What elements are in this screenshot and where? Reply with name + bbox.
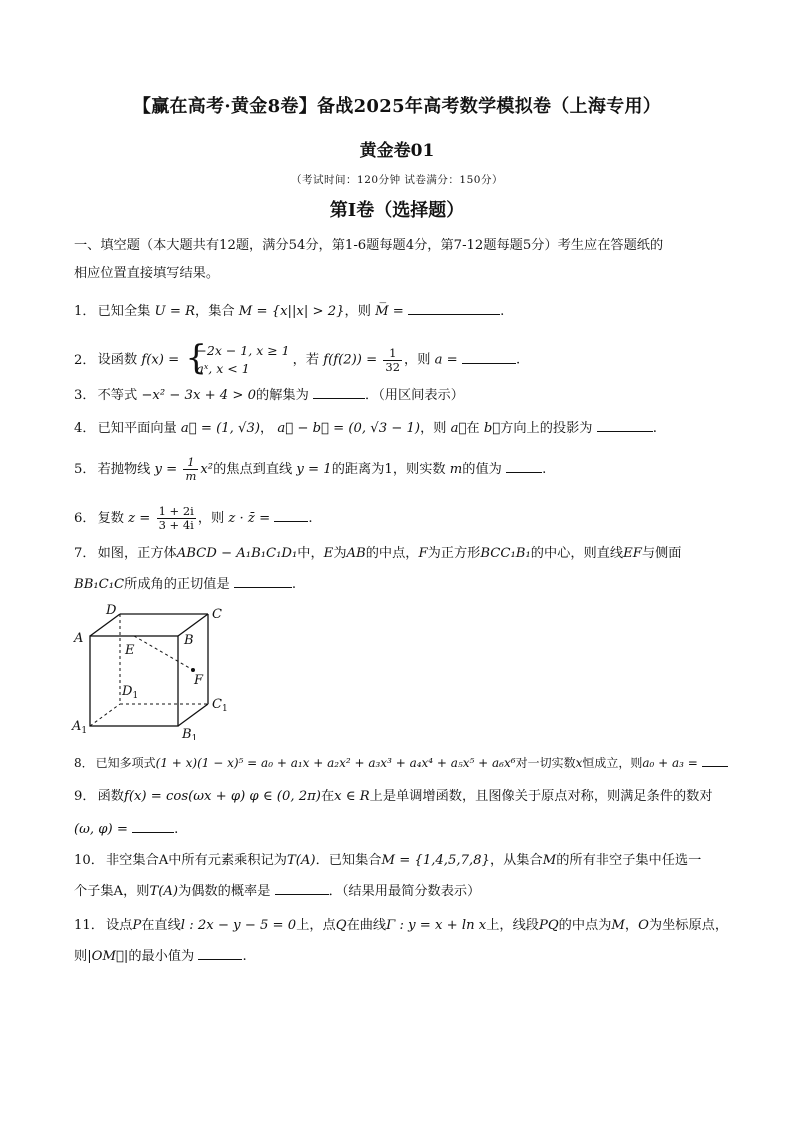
question-11 (74, 915, 734, 937)
q-math: Γ : y = x + ln x (386, 918, 487, 933)
q-text: 上，线段 (486, 918, 539, 933)
q-text: 方向上的投影为 (500, 421, 593, 436)
fraction-denominator: 3 + 4i (158, 518, 194, 532)
question-9 (74, 786, 734, 808)
q-math: T(A) (149, 884, 179, 899)
q-text: 的中心，则直线 (530, 546, 624, 561)
q-text: . (308, 511, 313, 526)
label-C1 (212, 697, 228, 714)
q-text: 上是单调增函数，且图像关于原点对称，则满足条件的数对 (369, 789, 713, 804)
answer-blank[interactable] (234, 573, 292, 588)
q-text: 为坐标原点， (648, 918, 729, 933)
q-math: x ∈ R (334, 789, 370, 804)
q-text: ， (259, 421, 274, 436)
q-math: M̅ = (375, 304, 404, 319)
q-text: 个子集A，则 (74, 884, 150, 899)
paper-subtitle: 黄金卷01 (359, 141, 435, 161)
question-1 (74, 300, 734, 323)
question-number: 10． (74, 853, 104, 868)
question-number: 9． (74, 789, 96, 804)
question-8 (74, 752, 734, 774)
q-math: BCC₁B₁ (480, 546, 531, 561)
q-text: 为 (333, 546, 347, 561)
question-7 (74, 543, 734, 565)
q-math: z · z̄ = (228, 511, 271, 526)
label-B: B (184, 633, 194, 648)
q-math: (ω, φ) = (74, 822, 128, 837)
q-math: EF (623, 546, 642, 561)
q-math: T(A) (286, 853, 316, 868)
part-heading: 第I卷（选择题） (329, 200, 465, 221)
label-E: E (125, 643, 135, 658)
question-number: 11． (74, 918, 104, 933)
q-text: 不等式 (97, 388, 138, 403)
q-text: . (500, 304, 505, 319)
answer-blank[interactable] (462, 349, 516, 364)
q-text: 的焦点到直线 (213, 462, 293, 477)
label-A1 (71, 719, 87, 736)
q-text: 已知多项式 (95, 756, 156, 770)
q-math: O (638, 918, 649, 933)
q-text: 上，点 (296, 918, 336, 933)
q-text: . (652, 421, 657, 436)
label-C: C (212, 607, 222, 622)
q-text: 函数 (97, 789, 124, 804)
answer-blank[interactable] (408, 300, 500, 315)
answer-blank[interactable] (275, 880, 329, 895)
q-text: ．（结果用最简分数表示） (328, 884, 481, 899)
q-text: 非空集合A中所有元素乘积记为 (105, 853, 287, 868)
label-D: D (106, 603, 117, 618)
q-math: a₀ + a₃ = (642, 756, 698, 770)
q-text: 为偶数的概率是 (178, 884, 271, 899)
question-number: 1． (74, 304, 96, 319)
fraction-numerator: 1 + 2i (158, 504, 194, 518)
label-C1-sub: 1 (221, 704, 228, 714)
q-math: M (542, 853, 557, 868)
q-text: ．已知集合 (315, 853, 382, 868)
q-text: 的距离为1，则实数 (331, 462, 446, 477)
label-D1-letter: D (122, 684, 133, 699)
fraction-numerator: 1 (183, 456, 198, 470)
question-number: 3． (74, 388, 96, 403)
q-math: b⃗ (483, 421, 501, 436)
q-text: 复数 (97, 511, 124, 526)
q-text: ，从集合 (489, 853, 543, 868)
edge-B1C1 (178, 704, 208, 726)
label-F: F (194, 673, 204, 688)
fraction-denominator: m (185, 469, 197, 483)
q-text: 与侧面 (641, 546, 682, 561)
section-line-2: 相应位置直接填写结果。 (74, 266, 220, 281)
q-math: x² (200, 462, 214, 477)
question-number: 6． (74, 511, 96, 526)
q-text: 所成角的正切值是 (124, 577, 230, 592)
q-math: ABCD − A₁B₁C₁D₁ (176, 546, 298, 561)
q-math: PQ (538, 918, 559, 933)
section-line-1: 一、填空题（本大题共有12题，满分54分，第1-6题每题4分，第7-12题每题5分）考生应在答题纸的 (74, 238, 664, 253)
label-A1-sub: 1 (81, 726, 88, 736)
q-text: . (174, 822, 179, 837)
label-A1-letter: A (72, 719, 82, 734)
fraction-denominator: 32 (385, 359, 401, 374)
q-text: 若抛物线 (97, 462, 151, 477)
q-math: M = {x||x| > 2} (238, 304, 345, 319)
question-number: 7． (74, 546, 96, 561)
answer-blank[interactable] (132, 818, 174, 833)
q-math: a⃗ (450, 421, 467, 436)
q-math: z = (128, 511, 151, 526)
answer-blank[interactable] (198, 945, 242, 960)
q-text: 为正方形 (427, 546, 481, 561)
piecewise-function (186, 342, 289, 378)
q-text: 如图，正方体 (97, 546, 177, 561)
label-A: A (74, 631, 84, 646)
question-6 (74, 505, 734, 532)
question-10-line-2 (74, 880, 734, 903)
q-text: ， (624, 918, 639, 933)
q-math: U = R (154, 304, 196, 319)
q-math: l : 2x − y − 5 = 0 (180, 918, 297, 933)
q-text: 设点 (105, 918, 133, 933)
fraction (183, 456, 198, 483)
q-math: M (611, 918, 625, 933)
answer-blank[interactable] (597, 417, 653, 432)
page-title: 【赢在高考·黄金8卷】备战2025年高考数学模拟卷（上海专用） (132, 96, 662, 117)
q-text: 已知平面向量 (97, 421, 177, 436)
question-number: 5． (74, 462, 96, 477)
label-D1-sub: 1 (132, 691, 139, 701)
label-D1 (121, 684, 138, 701)
q-math: P (132, 918, 142, 933)
q-text: 的所有非空子集中任选一 (556, 853, 702, 868)
question-2 (74, 342, 734, 378)
q-math: (1 + x)(1 − x)⁵ = a₀ + a₁x + a₂x² + a₃x³ + a₄x⁴ + a₅x⁵ + a₆x⁶ (155, 756, 516, 770)
q-math: −x² − 3x + 4 > 0 (141, 388, 257, 403)
question-number: 8． (74, 756, 94, 770)
q-text: 在曲线 (346, 918, 387, 933)
answer-blank[interactable] (313, 384, 365, 399)
fraction (157, 505, 196, 532)
q-text: 的中点， (365, 546, 419, 561)
piece-2: aˣ, x < 1 (196, 361, 250, 376)
label-B1-letter: B (182, 727, 192, 740)
q-math: f(f(2)) = (323, 352, 378, 368)
q-text: 的解集为 (256, 388, 309, 403)
q-math: y = 1 (296, 462, 332, 477)
answer-blank[interactable] (702, 752, 728, 767)
q-math: F (418, 546, 428, 561)
q-text: ，则 (420, 421, 447, 436)
q-math: |OM⃗| (87, 949, 129, 964)
q-text: 恒成立，则 (582, 756, 643, 770)
q-text: ，若 (292, 352, 320, 368)
q-text: 设函数 (97, 352, 138, 368)
question-3 (74, 384, 734, 407)
q-math: y = (154, 462, 178, 477)
q-text: 在 (466, 421, 480, 436)
q-text: . (291, 577, 297, 592)
q-text: . (515, 352, 521, 368)
point-F (191, 668, 195, 672)
question-4 (74, 417, 734, 440)
cube-figure (70, 600, 250, 740)
label-B1-sub: 1 (191, 734, 198, 740)
q-text: ．（用区间表示） (364, 388, 464, 403)
answer-blank[interactable] (506, 458, 542, 473)
q-math: a⃗ = (1, √3) (180, 421, 260, 436)
q-text: ，集合 (195, 304, 235, 319)
q-text: . (542, 462, 547, 477)
question-7-line-2 (74, 573, 734, 596)
q-text: 的值为 (462, 462, 502, 477)
q-math: M = {1,4,5,7,8} (381, 853, 490, 868)
q-math: E (323, 546, 334, 561)
hidden-edge-A1D1 (90, 704, 120, 726)
q-text: . (242, 949, 247, 964)
q-text: ，则 (197, 511, 225, 526)
question-10 (74, 850, 734, 872)
q-math: f(x) = (141, 352, 180, 368)
q-text: 的中点为 (558, 918, 612, 933)
answer-blank[interactable] (274, 507, 308, 522)
q-math: Q (335, 918, 347, 933)
fraction-numerator: 1 (383, 347, 402, 361)
q-text: ，则 (404, 352, 431, 368)
q-math: AB (346, 546, 366, 561)
q-math: BB₁C₁C (74, 577, 125, 592)
fraction (383, 347, 402, 374)
q-text: 已知全集 (97, 304, 151, 319)
q-text: 在直线 (141, 918, 181, 933)
label-C1-letter: C (212, 697, 222, 712)
q-text: 在 (320, 789, 335, 804)
piece-1: { −2x − 1, x ≥ 1 (196, 343, 290, 358)
q-math: a⃗ − b⃗ = (0, √3 − 1) (277, 421, 421, 436)
q-text: 则 (74, 949, 88, 964)
q-math: m (449, 462, 463, 477)
q-text: ，则 (344, 304, 371, 319)
section-instructions (74, 232, 724, 288)
exam-info: （考试时间：120分钟 试卷满分：150分） (291, 174, 503, 186)
q-math: x (575, 756, 583, 770)
question-9-line-2 (74, 818, 734, 841)
question-number: 4． (74, 421, 96, 436)
question-5 (74, 456, 734, 483)
q-math: a = (434, 352, 458, 368)
q-text: 的最小值为 (128, 949, 195, 964)
q-text: 中， (297, 546, 324, 561)
question-number: 2． (74, 352, 96, 368)
q-text: 对一切实数 (515, 756, 576, 770)
question-11-line-2 (74, 945, 734, 968)
q-math: f(x) = cos(ωx + φ) φ ∈ (0, 2π) (123, 789, 321, 804)
label-B1 (181, 727, 197, 740)
